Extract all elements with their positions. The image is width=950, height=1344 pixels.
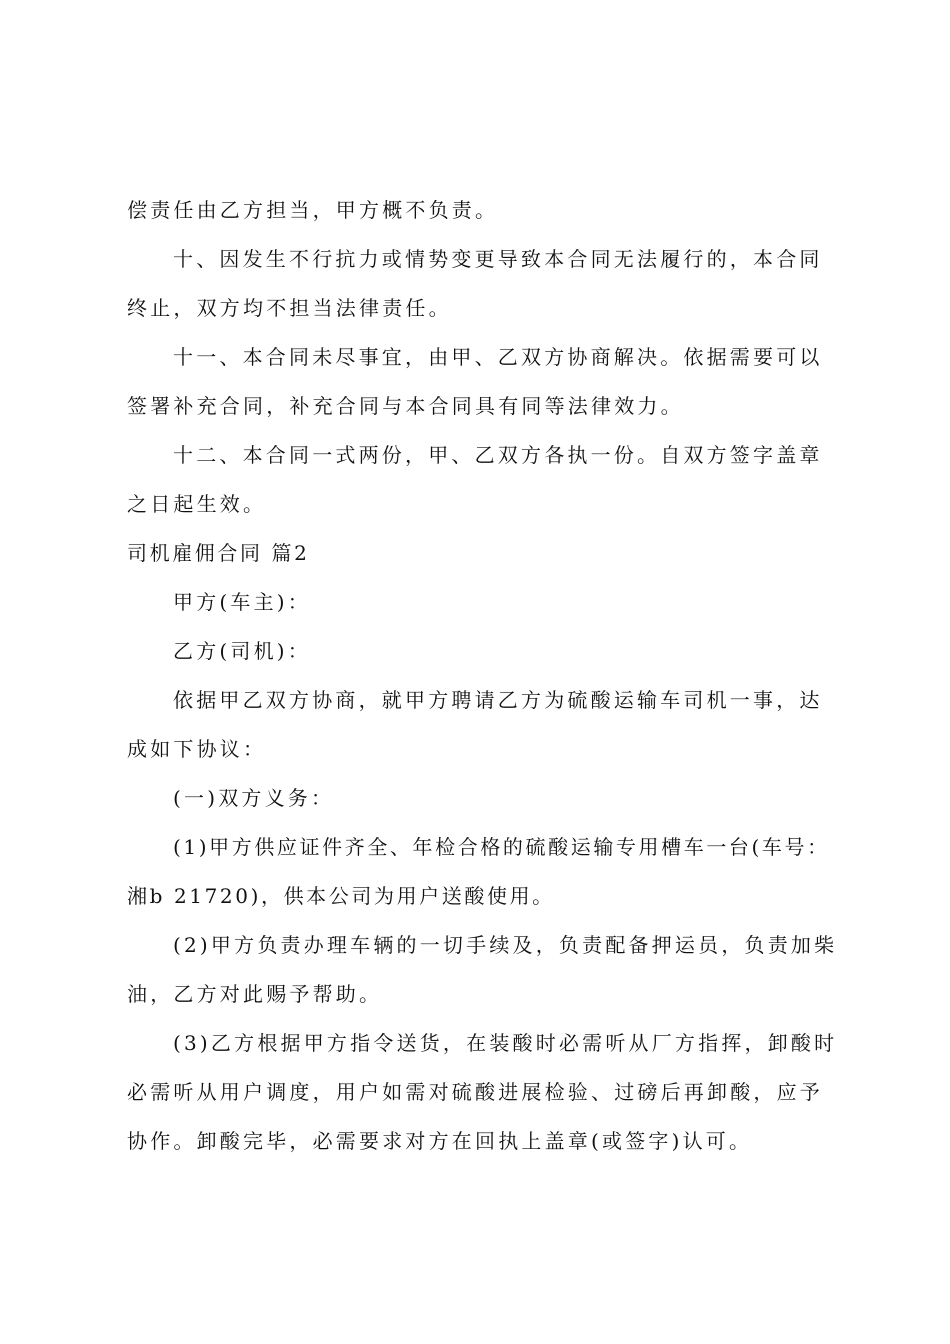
obligation-3: (3)乙方根据甲方指令送货，在装酸时必需听从厂方指挥，卸酸时必需听从用户调度，用户如需对硫酸进展检验、过磅后再卸酸，应予协作。卸酸完毕，必需要求对方在回执上盖章(或签字)认可。	[127, 1031, 838, 1153]
obligation-2: (2)甲方负责办理车辆的一切手续及，负责配备押运员，负责加柴油，乙方对此赐予帮助。	[127, 933, 838, 1006]
party-a-line: 甲方(车主)：	[173, 590, 312, 614]
agreement-intro: 依据甲乙双方协商，就甲方聘请乙方为硫酸运输车司机一事，达成如下协议：	[127, 688, 823, 761]
paragraph-clause-12: 十二、本合同一式两份，甲、乙双方各执一份。自双方签字盖章之日起生效。	[127, 443, 823, 516]
obligations-heading: (一)双方义务：	[173, 786, 335, 810]
obligation-1: (1)甲方供应证件齐全、年检合格的硫酸运输专用槽车一台(车号：湘b 21720)，供本公司为用户送酸使用。	[127, 835, 830, 908]
party-b-line: 乙方(司机)：	[173, 639, 312, 663]
paragraph-continuation: 偿责任由乙方担当，甲方概不负责。	[127, 198, 499, 222]
paragraph-clause-11: 十一、本合同未尽事宜，由甲、乙双方协商解决。依据需要可以签署补充合同，补充合同与本合同具有同等法律效力。	[127, 345, 823, 418]
section-heading: 司机雇佣合同 篇2	[127, 541, 310, 565]
document-body	[127, 186, 839, 1166]
paragraph-clause-10: 十、因发生不行抗力或情势变更导致本合同无法履行的，本合同终止，双方均不担当法律责任。	[127, 247, 823, 320]
